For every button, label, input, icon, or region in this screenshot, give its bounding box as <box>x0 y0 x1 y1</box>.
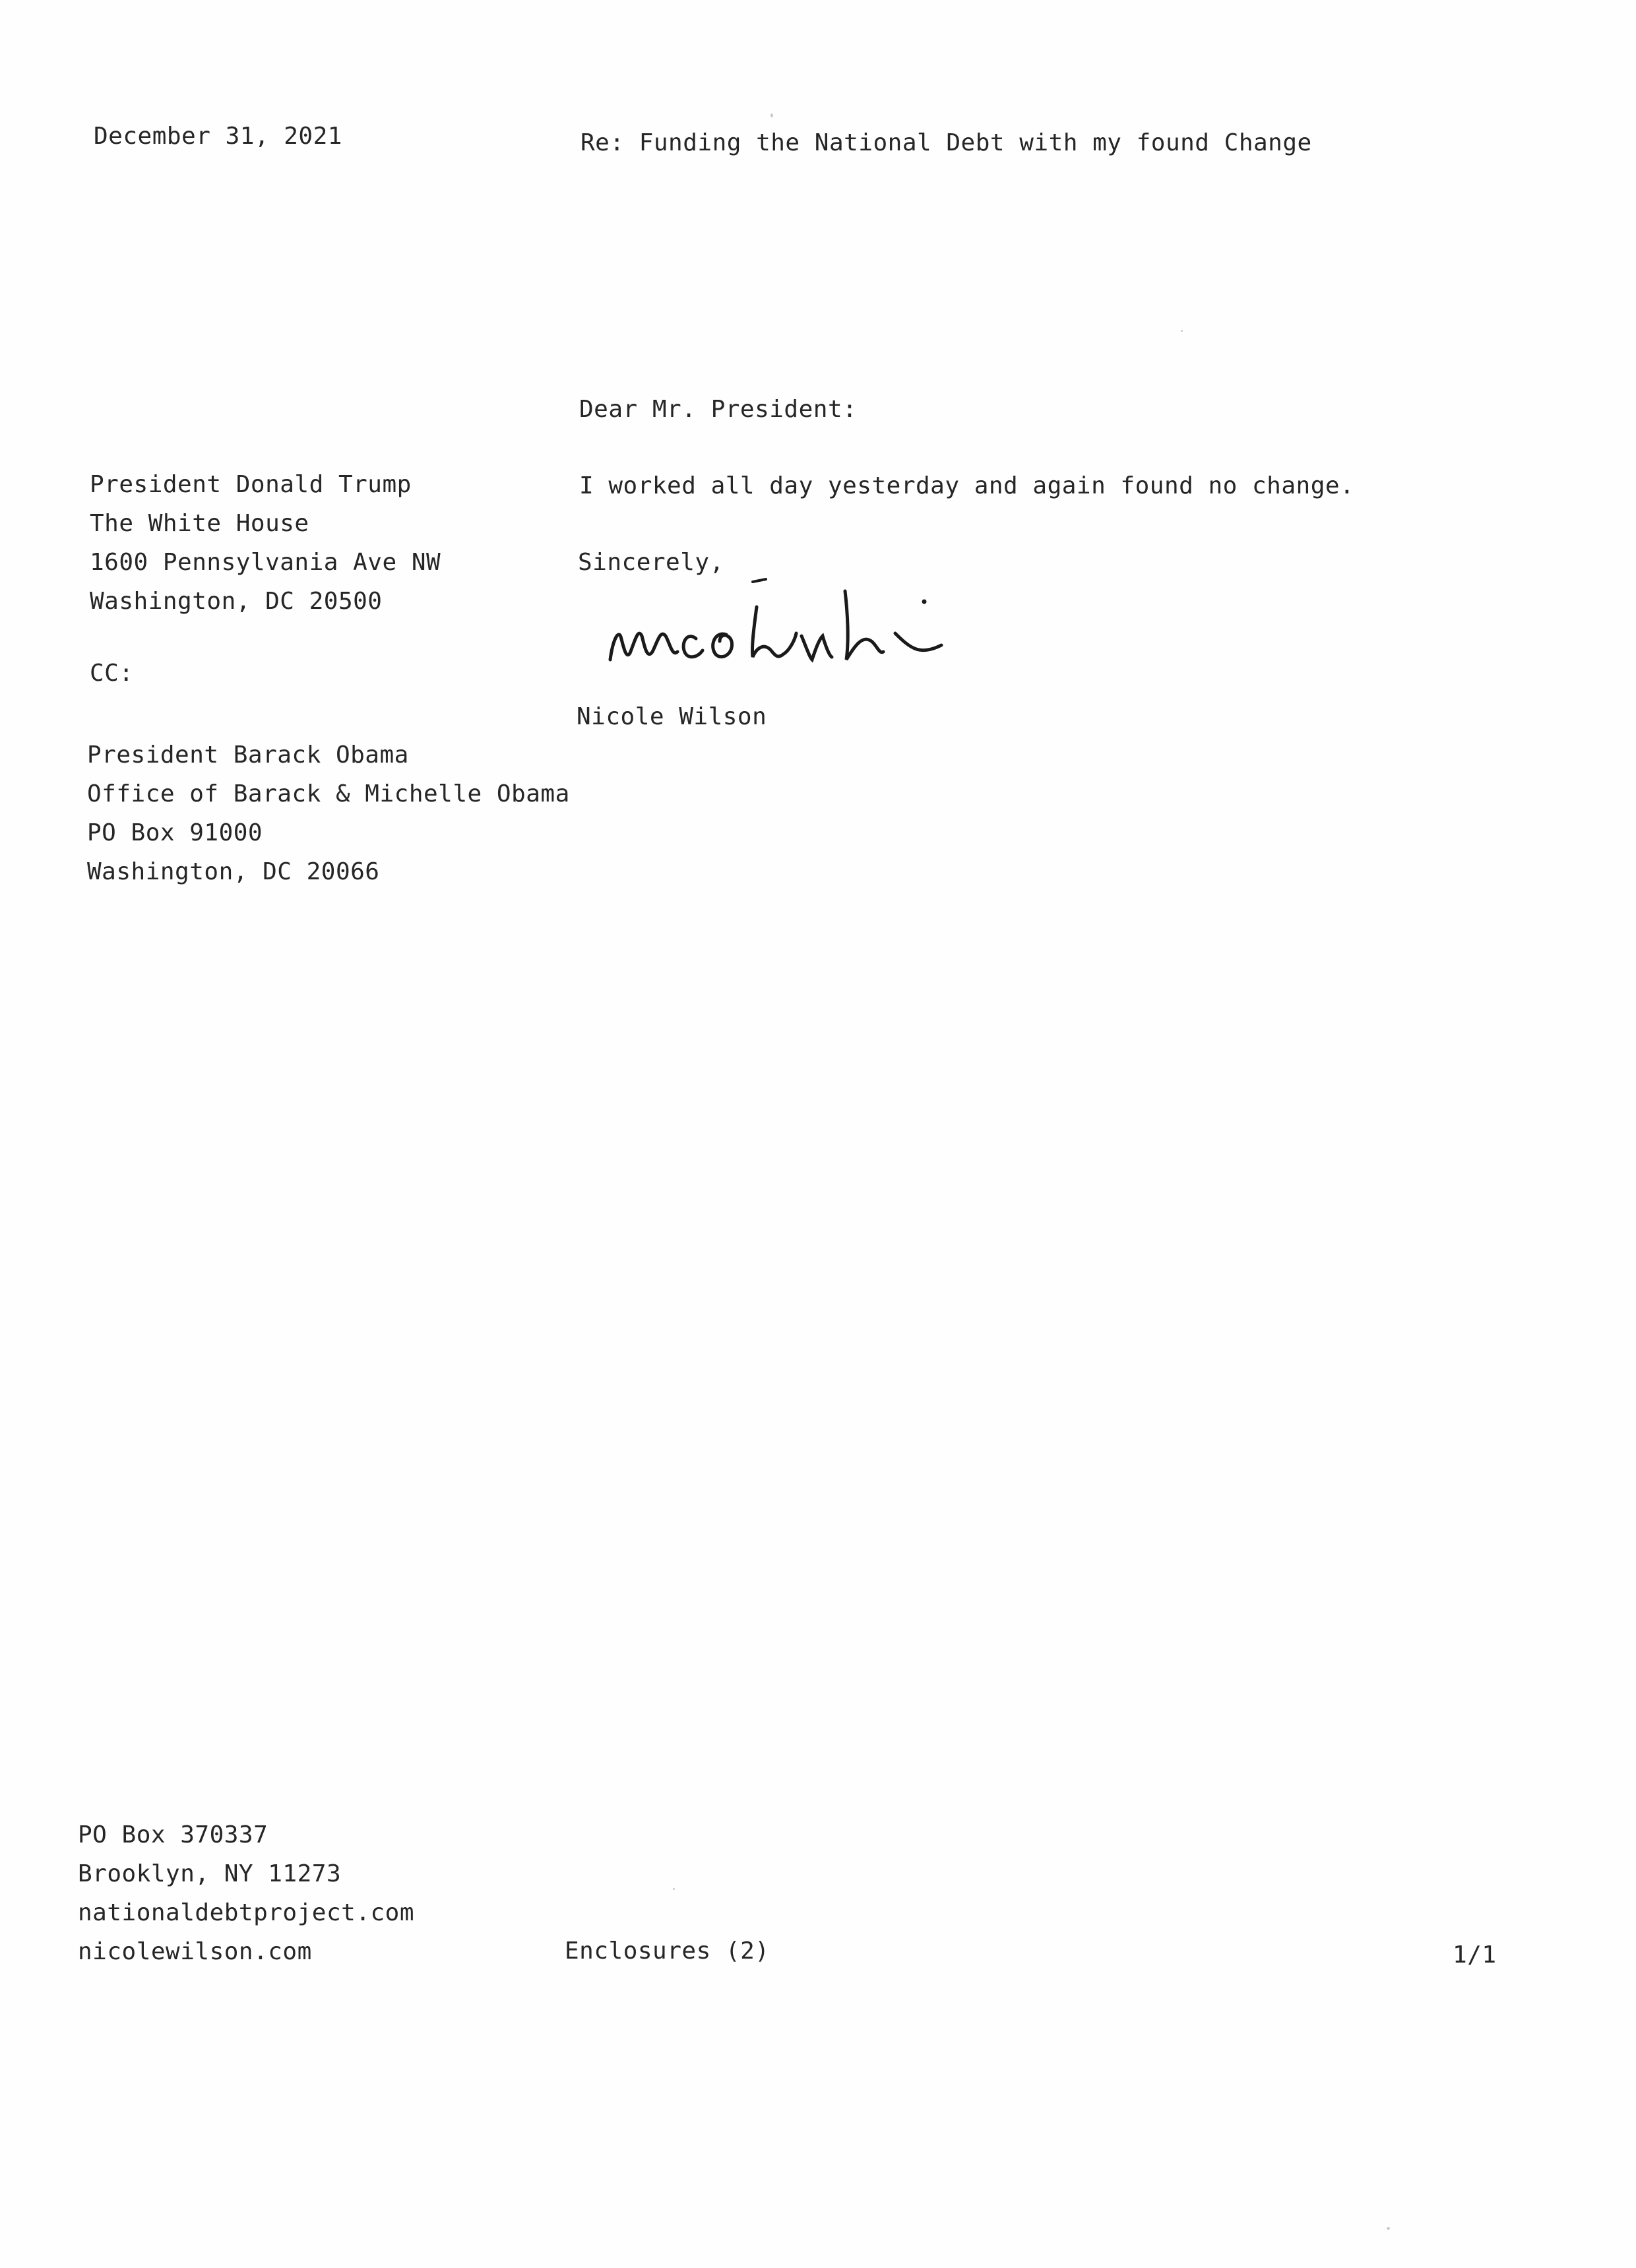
recipient-line: Washington, DC 20500 <box>90 588 383 615</box>
footer-website-line: nationaldebtproject.com <box>78 1899 414 1926</box>
recipient-line: 1600 Pennsylvania Ave NW <box>90 549 441 576</box>
cc-recipient-address <box>87 736 570 891</box>
footer-address <box>78 1815 414 1971</box>
letter-body: I worked all day yesterday and again found no change. <box>579 472 1355 499</box>
recipient-address <box>90 465 441 621</box>
footer-website-line: nicolewilson.com <box>78 1938 312 1965</box>
letter-subject: Re: Funding the National Debt with my found Change <box>581 129 1312 156</box>
recipient-line: President Donald Trump <box>90 471 412 498</box>
letter-date: December 31, 2021 <box>94 123 342 150</box>
scan-speck <box>771 113 773 117</box>
scan-speck <box>1387 2227 1390 2230</box>
footer-address-line: Brooklyn, NY 11273 <box>78 1860 342 1887</box>
recipient-line: The White House <box>90 510 309 537</box>
scan-speck <box>1181 330 1183 332</box>
cc-line: Office of Barack & Michelle Obama <box>87 780 570 807</box>
closing: Sincerely, <box>578 549 724 576</box>
footer-address-line: PO Box 370337 <box>78 1821 268 1848</box>
cc-line: Washington, DC 20066 <box>87 858 380 885</box>
signer-name: Nicole Wilson <box>577 703 767 730</box>
salutation: Dear Mr. President: <box>579 396 858 423</box>
scan-speck <box>673 1888 675 1890</box>
cc-line: PO Box 91000 <box>87 819 263 846</box>
page-number: 1/1 <box>1453 1941 1497 1969</box>
enclosures-note: Enclosures (2) <box>565 1937 770 1965</box>
handwritten-signature <box>604 567 960 686</box>
cc-label: CC: <box>90 660 134 687</box>
cc-line: President Barack Obama <box>87 741 409 769</box>
